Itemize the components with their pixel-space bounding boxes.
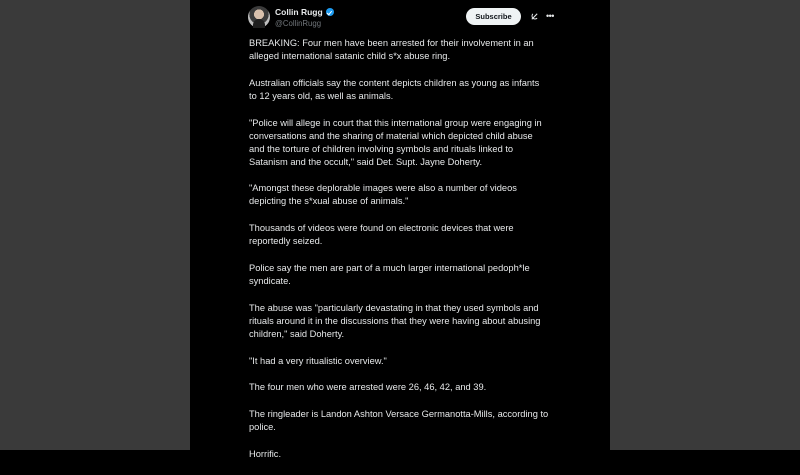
- more-options-icon[interactable]: •••: [546, 11, 554, 21]
- tweet-paragraph: The four men who were arrested were 26, 46, 42, and 39.: [249, 382, 487, 393]
- author-names: [275, 6, 334, 29]
- tweet-paragraph: The abuse was "particularly devastating in that they used symbols and rituals around it in the discussions that they were having about abusing children," said Doherty.: [249, 302, 541, 339]
- display-name[interactable]: Collin Rugg: [275, 7, 323, 17]
- tweet-paragraph: "It had a very ritualistic overview.": [249, 355, 387, 366]
- tweet-header: [248, 6, 608, 30]
- subscribe-button[interactable]: Subscribe: [466, 8, 521, 25]
- tweet-card: [190, 0, 610, 459]
- tweet-body: [249, 37, 569, 475]
- tweet-paragraph: Australian officials say the content depicts children as young as infants to 12 years old, as well as animals.: [249, 77, 540, 101]
- author-handle[interactable]: @CollinRugg: [275, 19, 322, 28]
- tweet-paragraph: Police say the men are part of a much larger international pedoph*le syndicate.: [249, 262, 530, 286]
- avatar[interactable]: [248, 6, 270, 28]
- verified-badge-icon[interactable]: [326, 8, 334, 16]
- tweet-paragraph: Horrific.: [249, 448, 282, 459]
- tweet-paragraph: Thousands of videos were found on electronic devices that were reportedly seized.: [249, 223, 514, 247]
- left-letterbox: [0, 0, 190, 450]
- right-letterbox: [610, 0, 800, 450]
- tweet-paragraph: The ringleader is Landon Ashton Versace Germanotta-Mills, according to police.: [249, 409, 549, 433]
- tweet-paragraph: "Amongst these deplorable images were also a number of videos depicting the s*xual abuse of animals.": [249, 183, 517, 207]
- tweet-paragraph: "Police will allege in court that this international group were engaging in conversations and the sharing of material which depicted child abuse and the torture of children involving symbols and rituals linked to Satanism and the occult," said Det. Supt. Jayne Doherty.: [249, 117, 542, 167]
- display-name-row: [275, 6, 334, 18]
- grok-icon[interactable]: [530, 12, 539, 21]
- tweet-paragraph: BREAKING: Four men have been arrested for their involvement in an alleged international satanic child s*x abuse ring.: [249, 38, 534, 61]
